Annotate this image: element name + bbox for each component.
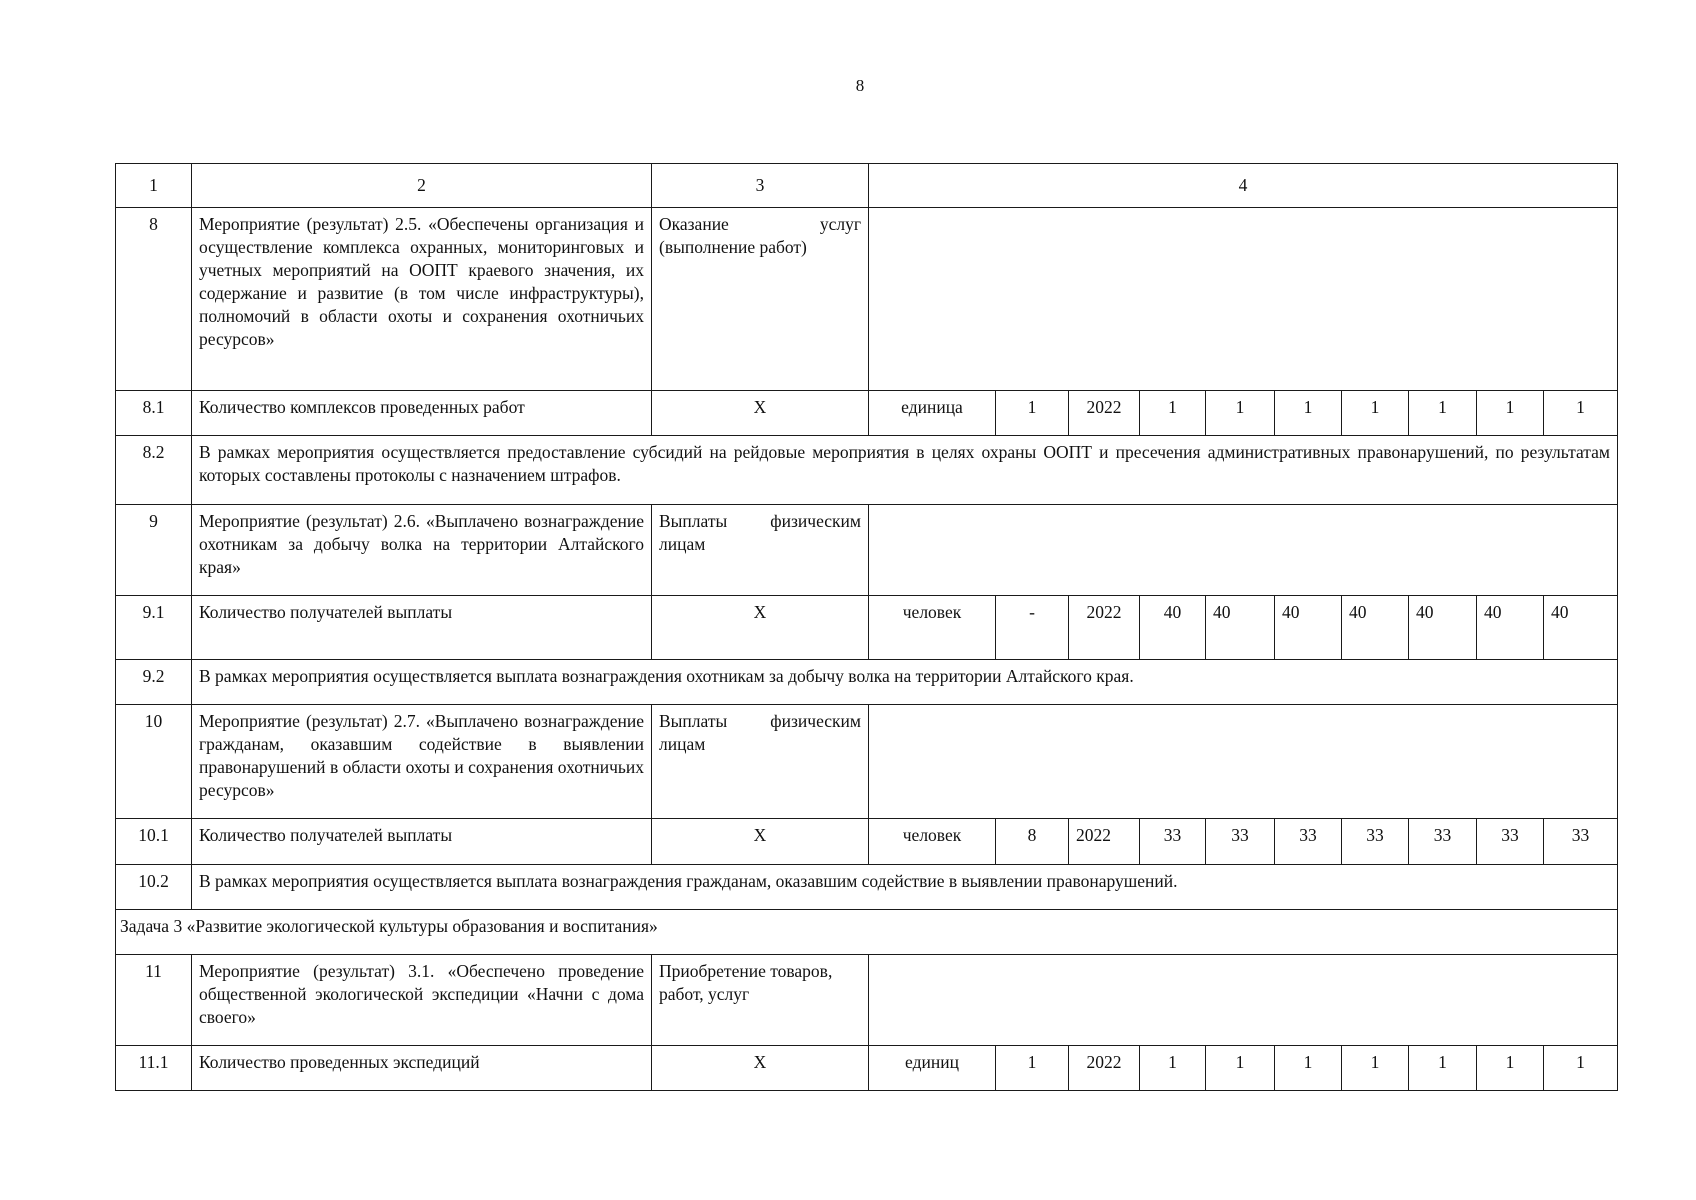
indicator-unit: единица bbox=[869, 391, 996, 436]
description-text: В рамках мероприятия осуществляется предоставление субсидий на рейдовые мероприятия в целях охраны ООПТ и пресечения административных правонарушений, по результатам которых составлены протоколы с назначением штрафов. bbox=[192, 436, 1618, 505]
base-year: 2022 bbox=[1069, 391, 1140, 436]
row-number: 10 bbox=[116, 705, 192, 819]
page-number: 8 bbox=[855, 76, 865, 95]
year-value: 40 bbox=[1544, 596, 1618, 660]
row-number: 10.2 bbox=[116, 865, 192, 910]
base-value: 1 bbox=[996, 391, 1069, 436]
row-number: 8.2 bbox=[116, 436, 192, 505]
row-number: 9.2 bbox=[116, 660, 192, 705]
base-year: 2022 bbox=[1069, 596, 1140, 660]
measure-name: Мероприятие (результат) 2.7. «Выплачено вознаграждение гражданам, оказавшим содействие в выявлении правонарушений в области охоты и сохранения охотничьих ресурсов» bbox=[192, 705, 652, 819]
year-value: 1 bbox=[1140, 1046, 1206, 1091]
year-value: 33 bbox=[1206, 819, 1275, 865]
year-value: 1 bbox=[1409, 391, 1477, 436]
table-row bbox=[116, 705, 1618, 819]
year-value: 33 bbox=[1140, 819, 1206, 865]
indicator-mark: Х bbox=[652, 1046, 869, 1091]
indicator-name: Количество комплексов проведенных работ bbox=[192, 391, 652, 436]
base-year: 2022 bbox=[1069, 819, 1140, 865]
task-heading: Задача 3 «Развитие экологической культуры образования и воспитания» bbox=[116, 910, 1618, 955]
row-number: 9 bbox=[116, 505, 192, 596]
row-number: 10.1 bbox=[116, 819, 192, 865]
description-text: В рамках мероприятия осуществляется выплата вознаграждения охотникам за добычу волка на территории Алтайского края. bbox=[192, 660, 1618, 705]
table-row bbox=[116, 660, 1618, 705]
indicator-unit: человек bbox=[869, 596, 996, 660]
table-row bbox=[116, 1046, 1618, 1091]
row-number: 8.1 bbox=[116, 391, 192, 436]
base-value: 8 bbox=[996, 819, 1069, 865]
year-value: 33 bbox=[1544, 819, 1618, 865]
year-value: 40 bbox=[1342, 596, 1409, 660]
year-value: 40 bbox=[1409, 596, 1477, 660]
description-text: В рамках мероприятия осуществляется выплата вознаграждения гражданам, оказавшим содействие в выявлении правонарушений. bbox=[192, 865, 1618, 910]
year-value: 33 bbox=[1342, 819, 1409, 865]
header-row bbox=[116, 164, 1618, 208]
indicator-name: Количество получателей выплаты bbox=[192, 596, 652, 660]
measure-type: Приобретение товаров, работ, услуг bbox=[652, 955, 869, 1046]
table-row bbox=[116, 505, 1618, 596]
table-row bbox=[116, 596, 1618, 660]
empty-cell bbox=[869, 208, 1618, 391]
year-value: 1 bbox=[1275, 391, 1342, 436]
base-value: 1 bbox=[996, 1046, 1069, 1091]
table-row bbox=[116, 865, 1618, 910]
indicator-mark: Х bbox=[652, 391, 869, 436]
year-value: 1 bbox=[1275, 1046, 1342, 1091]
indicator-name: Количество проведенных экспедиций bbox=[192, 1046, 652, 1091]
year-value: 40 bbox=[1140, 596, 1206, 660]
indicator-mark: Х bbox=[652, 596, 869, 660]
measure-type: Выплаты физическим лицам bbox=[652, 505, 869, 596]
header-col-3: 3 bbox=[652, 164, 869, 208]
year-value: 1 bbox=[1477, 1046, 1544, 1091]
empty-cell bbox=[869, 955, 1618, 1046]
row-number: 11.1 bbox=[116, 1046, 192, 1091]
year-value: 1 bbox=[1206, 1046, 1275, 1091]
year-value: 1 bbox=[1544, 391, 1618, 436]
table-row bbox=[116, 208, 1618, 391]
year-value: 1 bbox=[1342, 391, 1409, 436]
header-col-2: 2 bbox=[192, 164, 652, 208]
indicator-name: Количество получателей выплаты bbox=[192, 819, 652, 865]
year-value: 33 bbox=[1477, 819, 1544, 865]
indicator-mark: Х bbox=[652, 819, 869, 865]
table-row bbox=[116, 819, 1618, 865]
year-value: 40 bbox=[1206, 596, 1275, 660]
year-value: 33 bbox=[1275, 819, 1342, 865]
indicators-table bbox=[115, 163, 1618, 1091]
header-col-1: 1 bbox=[116, 164, 192, 208]
year-value: 1 bbox=[1544, 1046, 1618, 1091]
year-value: 1 bbox=[1140, 391, 1206, 436]
header-col-4: 4 bbox=[869, 164, 1618, 208]
measure-name: Мероприятие (результат) 2.6. «Выплачено вознаграждение охотникам за добычу волка на территории Алтайского края» bbox=[192, 505, 652, 596]
indicator-unit: человек bbox=[869, 819, 996, 865]
row-number: 8 bbox=[116, 208, 192, 391]
year-value: 1 bbox=[1409, 1046, 1477, 1091]
indicator-unit: единиц bbox=[869, 1046, 996, 1091]
row-number: 9.1 bbox=[116, 596, 192, 660]
task-heading-row bbox=[116, 910, 1618, 955]
measure-type: Оказание услуг (выполнение работ) bbox=[652, 208, 869, 391]
empty-cell bbox=[869, 705, 1618, 819]
table-row bbox=[116, 391, 1618, 436]
year-value: 40 bbox=[1275, 596, 1342, 660]
year-value: 33 bbox=[1409, 819, 1477, 865]
measure-name: Мероприятие (результат) 2.5. «Обеспечены организация и осуществление комплекса охранных, мониторинговых и учетных мероприятий на ООПТ краевого значения, их содержание и развитие (в том числе инфраструктуры), полномочий в области охоты и сохранения охотничьих ресурсов» bbox=[192, 208, 652, 391]
table-row bbox=[116, 436, 1618, 505]
table-row bbox=[116, 955, 1618, 1046]
row-number: 11 bbox=[116, 955, 192, 1046]
empty-cell bbox=[869, 505, 1618, 596]
measure-name: Мероприятие (результат) 3.1. «Обеспечено проведение общественной экологической экспедиции «Начни с дома своего» bbox=[192, 955, 652, 1046]
measure-type: Выплаты физическим лицам bbox=[652, 705, 869, 819]
base-value: - bbox=[996, 596, 1069, 660]
year-value: 1 bbox=[1342, 1046, 1409, 1091]
year-value: 1 bbox=[1477, 391, 1544, 436]
base-year: 2022 bbox=[1069, 1046, 1140, 1091]
year-value: 1 bbox=[1206, 391, 1275, 436]
year-value: 40 bbox=[1477, 596, 1544, 660]
